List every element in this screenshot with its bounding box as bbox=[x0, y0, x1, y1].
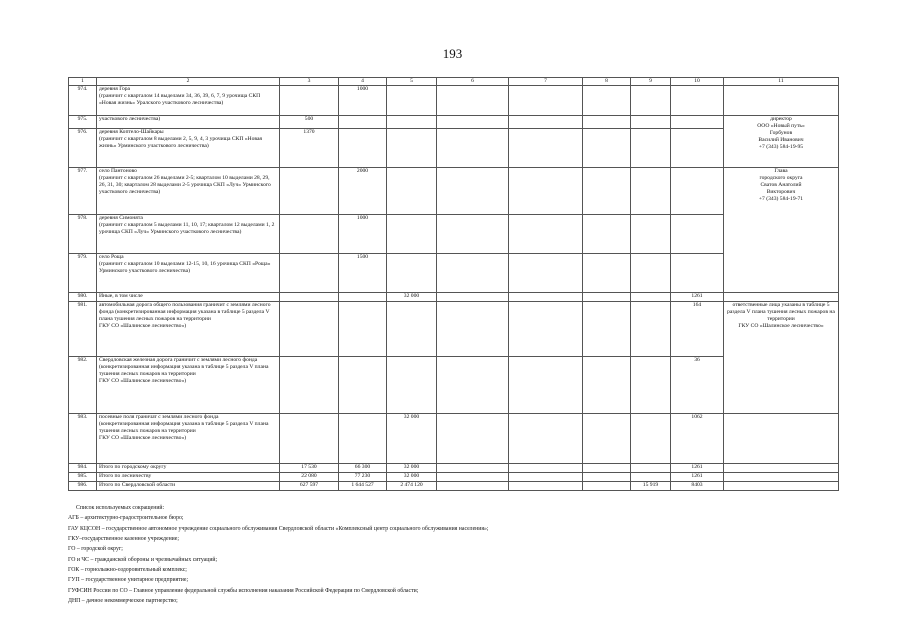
value-cell-8 bbox=[583, 473, 631, 482]
table-body bbox=[69, 78, 839, 491]
value-cell-4 bbox=[339, 116, 387, 129]
object-name-cell: автомобильная дорога общего пользования граничит с землями лесного фонда (конкретизированная информация указана в таблице 5 раздела V плана тушения лесных пожаров на территории ГКУ СО «Шалинское лесничество») bbox=[97, 302, 280, 357]
value-cell-8 bbox=[583, 129, 631, 168]
table-row bbox=[69, 357, 839, 414]
value-cell-4: 1000 bbox=[339, 215, 387, 254]
value-cell-3 bbox=[280, 302, 339, 357]
value-cell-5: 32 000 bbox=[387, 464, 437, 473]
value-cell-7 bbox=[509, 464, 583, 473]
value-cell-7 bbox=[509, 168, 583, 215]
table-row bbox=[69, 293, 839, 302]
value-cell-10: 1261 bbox=[671, 293, 724, 302]
row-number-cell: 982. bbox=[69, 357, 97, 414]
table-row bbox=[69, 215, 839, 254]
value-cell-4 bbox=[339, 302, 387, 357]
value-cell-6 bbox=[437, 473, 509, 482]
value-cell-9 bbox=[631, 168, 671, 215]
row-number-cell: 979. bbox=[69, 254, 97, 293]
column-header: 9 bbox=[631, 78, 671, 86]
value-cell-9 bbox=[631, 293, 671, 302]
column-header: 8 bbox=[583, 78, 631, 86]
value-cell-6 bbox=[437, 482, 509, 491]
value-cell-9 bbox=[631, 302, 671, 357]
row-number-cell: 980. bbox=[69, 293, 97, 302]
abbreviations-list bbox=[68, 503, 838, 606]
value-cell-4: 1 644 527 bbox=[339, 482, 387, 491]
value-cell-8 bbox=[583, 215, 631, 254]
value-cell-9 bbox=[631, 116, 671, 129]
value-cell-6 bbox=[437, 302, 509, 357]
value-cell-7 bbox=[509, 482, 583, 491]
value-cell-3: 627 597 bbox=[280, 482, 339, 491]
object-name-cell: село Пантоново (граничит с кварталом 26 выделами 2-5; кварталом 10 выделами 28, 29, 26, 31, 30; кварталом 28 выделами 2-5 урочища СКП «Луч» Урминского участкового лесничества) bbox=[97, 168, 280, 215]
value-cell-7 bbox=[509, 357, 583, 414]
column-header: 6 bbox=[437, 78, 509, 86]
value-cell-3 bbox=[280, 86, 339, 116]
object-name-cell: участкового лесничества) bbox=[97, 116, 280, 129]
value-cell-6 bbox=[437, 414, 509, 464]
object-name-cell: село Роща (граничит с кварталом 10 выделами 12-15, 10, 16 урочища СКП «Роща» Урминского участкового лесничества) bbox=[97, 254, 280, 293]
value-cell-6 bbox=[437, 116, 509, 129]
value-cell-9 bbox=[631, 357, 671, 414]
value-cell-4: 66 300 bbox=[339, 464, 387, 473]
value-cell-6 bbox=[437, 129, 509, 168]
value-cell-6 bbox=[437, 464, 509, 473]
value-cell-4: 1500 bbox=[339, 254, 387, 293]
value-cell-3: 22 080 bbox=[280, 473, 339, 482]
abbreviation-item: ГКУ–государственное казенное учреждение; bbox=[68, 536, 179, 543]
value-cell-3 bbox=[280, 293, 339, 302]
value-cell-6 bbox=[437, 254, 509, 293]
object-name-cell: Свердловская железная дорога граничит с землями лесного фонда (конкретизированная информация указана в таблице 5 раздела V плана тушения лесных пожаров на территории ГКУ СО «Шалинское лесничество») bbox=[97, 357, 280, 414]
responsible-contact-cell: ответственные лица указаны в таблице 5 раздела V плана тушения лесных пожаров на территории ГКУ СО «Шалинское лесничество» bbox=[724, 302, 839, 414]
value-cell-9 bbox=[631, 473, 671, 482]
column-header: 5 bbox=[387, 78, 437, 86]
abbreviation-item: ГО – городской округ; bbox=[68, 546, 123, 553]
responsible-contact-cell: Глава городского округа Сватов Анатолий Викторович +7 (343) 584-19-71 bbox=[724, 168, 839, 293]
value-cell-7 bbox=[509, 473, 583, 482]
value-cell-6 bbox=[437, 168, 509, 215]
value-cell-3: 17 530 bbox=[280, 464, 339, 473]
value-cell-10 bbox=[671, 215, 724, 254]
value-cell-8 bbox=[583, 357, 631, 414]
table-row bbox=[69, 473, 839, 482]
column-header: 2 bbox=[97, 78, 280, 86]
value-cell-5: 2 474 120 bbox=[387, 482, 437, 491]
object-name-cell: деревня Коптело-Шайкары (граничит с кварталом 8 выделами 2, 5, 9, 4, 3 урочища СКП «Новая жизнь» Урминского участкового лесничества) bbox=[97, 129, 280, 168]
abbreviation-item: АГБ – архитектурно-градостроительное бюро; bbox=[68, 515, 184, 522]
abbreviation-item: ГУФСИН России по СО – Главное управление федеральной службы исполнения наказания Российской Федерации по Свердловской области; bbox=[68, 587, 419, 594]
responsible-contact-cell bbox=[724, 464, 839, 473]
table-row bbox=[69, 168, 839, 215]
object-name-cell: посевные поля граничат с землями лесного фонда (конкретизированная информация указана в таблице 5 раздела V плана тушения лесных пожаров на территории ГКУ СО «Шалинское лесничество») bbox=[97, 414, 280, 464]
responsible-contact-cell bbox=[724, 293, 839, 302]
column-header: 11 bbox=[724, 78, 839, 86]
table-row bbox=[69, 414, 839, 464]
page-number: 193 bbox=[442, 46, 463, 61]
value-cell-8 bbox=[583, 168, 631, 215]
value-cell-4: 77 230 bbox=[339, 473, 387, 482]
row-number-cell: 985. bbox=[69, 473, 97, 482]
abbreviation-item: ГУП – государственное унитарное предприятие; bbox=[68, 577, 189, 584]
object-name-cell: деревня Симонята (граничит с кварталом 5 выделами 11, 10, 17; кварталом 12 выделами 1, 2 урочища СКП «Луч» Урминского участкового лесничества) bbox=[97, 215, 280, 254]
value-cell-9 bbox=[631, 414, 671, 464]
row-number-cell: 983. bbox=[69, 414, 97, 464]
value-cell-7 bbox=[509, 215, 583, 254]
responsible-contact-cell bbox=[724, 482, 839, 491]
value-cell-10 bbox=[671, 168, 724, 215]
value-cell-6 bbox=[437, 215, 509, 254]
value-cell-4: 2000 bbox=[339, 168, 387, 215]
value-cell-5: 32 000 bbox=[387, 293, 437, 302]
value-cell-9 bbox=[631, 86, 671, 116]
column-header: 3 bbox=[280, 78, 339, 86]
object-name-cell: Итого по городскому округу bbox=[97, 464, 280, 473]
value-cell-9 bbox=[631, 254, 671, 293]
responsible-contact-cell bbox=[724, 414, 839, 464]
row-number-cell: 984. bbox=[69, 464, 97, 473]
value-cell-4 bbox=[339, 293, 387, 302]
object-name-cell: Итого по Свердловской области bbox=[97, 482, 280, 491]
abbreviations-items bbox=[68, 513, 838, 606]
value-cell-3 bbox=[280, 215, 339, 254]
row-number-cell: 974. bbox=[69, 86, 97, 116]
table-row bbox=[69, 464, 839, 473]
value-cell-3: 500 bbox=[280, 116, 339, 129]
column-header: 1 bbox=[69, 78, 97, 86]
column-header: 7 bbox=[509, 78, 583, 86]
table-row bbox=[69, 116, 839, 129]
value-cell-9: 15 919 bbox=[631, 482, 671, 491]
value-cell-8 bbox=[583, 302, 631, 357]
value-cell-10 bbox=[671, 116, 724, 129]
value-cell-9 bbox=[631, 129, 671, 168]
value-cell-10 bbox=[671, 86, 724, 116]
value-cell-5 bbox=[387, 129, 437, 168]
value-cell-3 bbox=[280, 168, 339, 215]
value-cell-3 bbox=[280, 414, 339, 464]
value-cell-5 bbox=[387, 116, 437, 129]
column-header: 10 bbox=[671, 78, 724, 86]
abbreviation-item: ДНП – дачное некоммерческое партнерство; bbox=[68, 598, 178, 605]
responsible-contact-cell bbox=[724, 86, 839, 116]
value-cell-7 bbox=[509, 414, 583, 464]
abbreviation-item: ГАУ КЦСОН – государственное автономное учреждение социального обслуживания Свердловской области «Комплексный центр социального обслуживания населения»; bbox=[68, 525, 489, 532]
value-cell-7 bbox=[509, 86, 583, 116]
table-row bbox=[69, 86, 839, 116]
value-cell-4 bbox=[339, 357, 387, 414]
value-cell-9 bbox=[631, 215, 671, 254]
value-cell-5 bbox=[387, 254, 437, 293]
value-cell-7 bbox=[509, 254, 583, 293]
value-cell-3 bbox=[280, 254, 339, 293]
value-cell-8 bbox=[583, 293, 631, 302]
row-number-cell: 975. bbox=[69, 116, 97, 129]
abbreviations-title: Список используемых сокращений: bbox=[76, 505, 165, 511]
value-cell-4 bbox=[339, 414, 387, 464]
value-cell-5 bbox=[387, 215, 437, 254]
row-number-cell: 986. bbox=[69, 482, 97, 491]
value-cell-10: 1261 bbox=[671, 464, 724, 473]
value-cell-8 bbox=[583, 482, 631, 491]
row-number-cell: 977. bbox=[69, 168, 97, 215]
value-cell-5 bbox=[387, 86, 437, 116]
value-cell-10 bbox=[671, 129, 724, 168]
object-name-cell: деревня Гора (граничит с кварталом 14 выделами 34, 36, 39, 6, 7, 9 урочища СКП «Новая жизнь» Уралского участкового лесничества) bbox=[97, 86, 280, 116]
table-row bbox=[69, 302, 839, 357]
value-cell-5 bbox=[387, 357, 437, 414]
value-cell-6 bbox=[437, 86, 509, 116]
value-cell-8 bbox=[583, 464, 631, 473]
value-cell-3 bbox=[280, 357, 339, 414]
value-cell-10: 164 bbox=[671, 302, 724, 357]
table-row bbox=[69, 482, 839, 491]
value-cell-10: 1261 bbox=[671, 473, 724, 482]
value-cell-10: 1062 bbox=[671, 414, 724, 464]
row-number-cell: 981. bbox=[69, 302, 97, 357]
responsible-contact-cell bbox=[724, 473, 839, 482]
value-cell-7 bbox=[509, 129, 583, 168]
table-row bbox=[69, 129, 839, 168]
value-cell-9 bbox=[631, 464, 671, 473]
value-cell-5: 32 000 bbox=[387, 414, 437, 464]
value-cell-8 bbox=[583, 116, 631, 129]
header-row bbox=[69, 78, 839, 86]
value-cell-4 bbox=[339, 129, 387, 168]
fire-plan-table bbox=[68, 77, 839, 491]
row-number-cell: 978. bbox=[69, 215, 97, 254]
value-cell-5 bbox=[387, 302, 437, 357]
value-cell-7 bbox=[509, 293, 583, 302]
value-cell-8 bbox=[583, 86, 631, 116]
value-cell-4: 1000 bbox=[339, 86, 387, 116]
value-cell-10: 36 bbox=[671, 357, 724, 414]
value-cell-7 bbox=[509, 302, 583, 357]
value-cell-5 bbox=[387, 168, 437, 215]
value-cell-10 bbox=[671, 254, 724, 293]
row-number-cell: 976. bbox=[69, 129, 97, 168]
value-cell-8 bbox=[583, 414, 631, 464]
table-row bbox=[69, 254, 839, 293]
object-name-cell: Иные, в том числе bbox=[97, 293, 280, 302]
value-cell-10: 8403 bbox=[671, 482, 724, 491]
value-cell-6 bbox=[437, 293, 509, 302]
responsible-contact-cell: директор ООО «Новый путь» Горбунов Василий Иванович +7 (343) 584-19-95 bbox=[724, 116, 839, 168]
object-name-cell: Итого по лесничеству bbox=[97, 473, 280, 482]
column-header: 4 bbox=[339, 78, 387, 86]
value-cell-7 bbox=[509, 116, 583, 129]
value-cell-5: 32 000 bbox=[387, 473, 437, 482]
abbreviation-item: ГОК – горнолыжно-оздоровительный комплекс; bbox=[68, 567, 187, 574]
abbreviation-item: ГО и ЧС – гражданской обороны и чрезвычайных ситуаций; bbox=[68, 556, 218, 563]
value-cell-6 bbox=[437, 357, 509, 414]
value-cell-8 bbox=[583, 254, 631, 293]
value-cell-3: 1370 bbox=[280, 129, 339, 168]
